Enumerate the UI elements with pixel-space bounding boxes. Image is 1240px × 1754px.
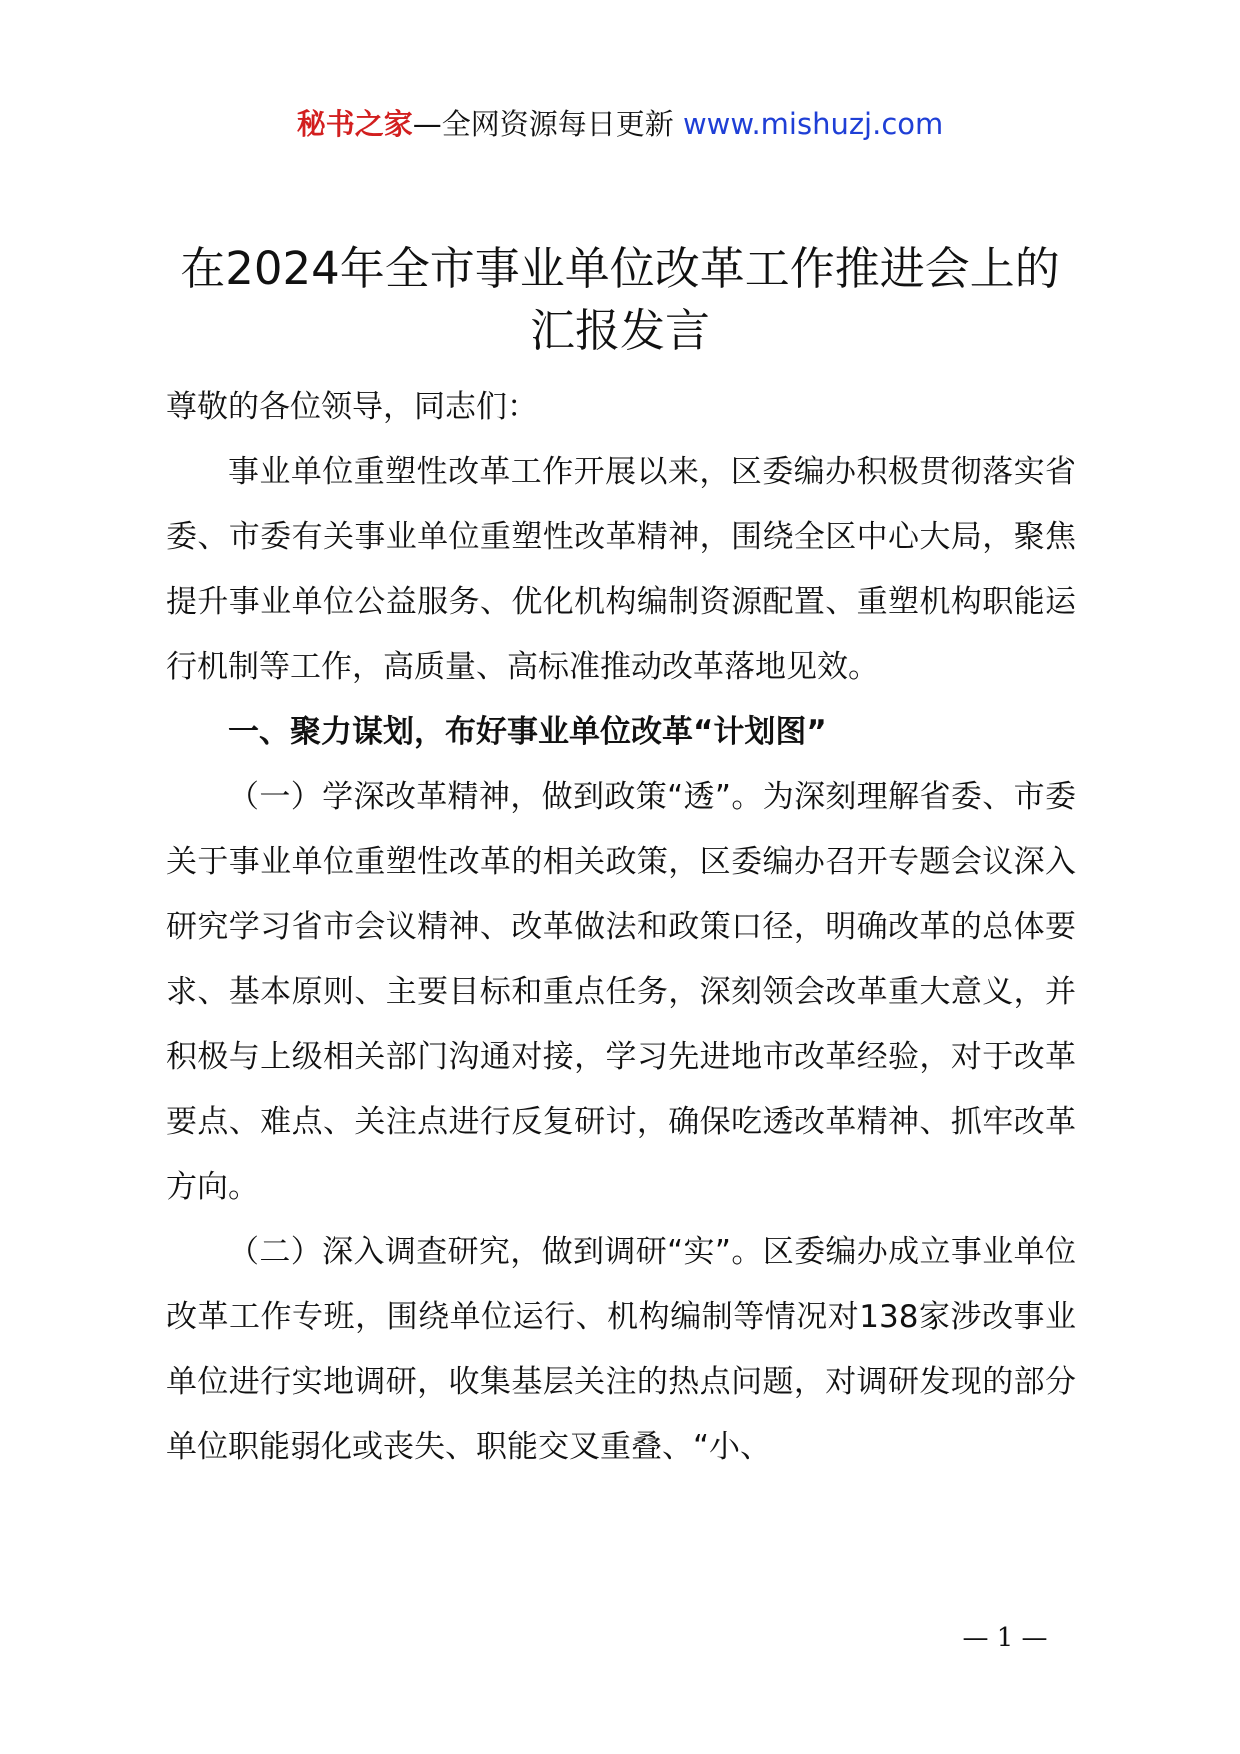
header-slogan: —全网资源每日更新 <box>412 107 683 141</box>
paragraph: 事业单位重塑性改革工作开展以来，区委编办积极贯彻落实省委、市委有关事业单位重塑性改革精神，围绕全区中心大局，聚焦提升事业单位公益服务、优化机构编制资源配置、重塑机构职能运行机制等工作，高质量、高标准推动改革落地见效。 <box>166 454 1076 685</box>
header-banner <box>0 104 1240 144</box>
title-line-2: 汇报发言 <box>529 304 710 357</box>
paragraph: （一）学深改革精神，做到政策“透”。为深刻理解省委、市委关于事业单位重塑性改革的相关政策，区委编办召开专题会议深入研究学习省市会议精神、改革做法和政策口径，明确改革的总体要求、基本原则、主要目标和重点任务，深刻领会改革重大意义，并积极与上级相关部门沟通对接，学习先进地市改革经验，对于改革要点、难点、关注点进行反复研讨，确保吃透改革精神、抓牢改革方向。 <box>166 779 1076 1205</box>
site-url[interactable]: www.mishuzj.com <box>682 107 944 141</box>
paragraph: （二）深入调查研究，做到调研“实”。区委编办成立事业单位改革工作专班，围绕单位运行、机构编制等情况对138家涉改事业单位进行实地调研，收集基层关注的热点问题，对调研发现的部分单位职能弱化或丧失、职能交叉重叠、“小、 <box>166 1234 1076 1465</box>
brand-name: 秘书之家 <box>296 107 413 141</box>
salutation: 尊敬的各位领导，同志们： <box>166 389 538 425</box>
page-number: — 1 — <box>962 1623 1048 1653</box>
document-body <box>166 375 1076 1480</box>
title-line-1: 在2024年全市事业单位改革工作推进会上的 <box>180 242 1060 295</box>
section-heading: 一、聚力谋划，布好事业单位改革“计划图” <box>228 714 827 750</box>
document-title <box>130 238 1110 362</box>
